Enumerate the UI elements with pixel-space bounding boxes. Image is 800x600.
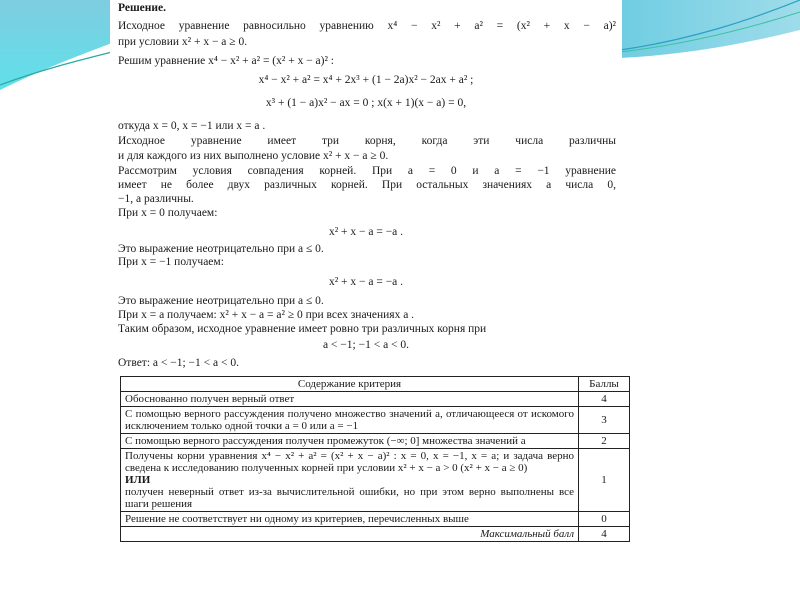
- table-row: [121, 392, 630, 407]
- table-row: [121, 449, 630, 512]
- criterion-or-label: ИЛИ: [125, 474, 151, 486]
- criterion-text: С помощью верного рассуждения получен промежуток (−∞; 0] множества значений a: [121, 434, 579, 449]
- equation-line: x⁴ − x² + a² = x⁴ + 2x³ + (1 − 2a)x² − 2ax + a² ;: [258, 74, 474, 86]
- table-row: [121, 434, 630, 449]
- max-score-label: Максимальный балл: [121, 527, 579, 542]
- criterion-score: 0: [579, 512, 630, 527]
- criterion-text-block: [121, 449, 579, 512]
- solution-line: Решим уравнение x⁴ − x² + a² = (x² + x − a)² :: [118, 55, 335, 67]
- answer-line: Ответ: a < −1; −1 < a < 0.: [118, 357, 239, 369]
- header-score: Баллы: [579, 377, 630, 392]
- solution-line: и для каждого из них выполнено условие x² + x − a ≥ 0.: [118, 150, 389, 162]
- table-row: [121, 512, 630, 527]
- solution-line: откуда x = 0, x = −1 или x = a .: [118, 120, 266, 132]
- criterion-score: 4: [579, 392, 630, 407]
- table-row: [121, 407, 630, 434]
- equation-line: a < −1; −1 < a < 0.: [322, 339, 410, 351]
- table-header-row: [121, 377, 630, 392]
- criterion-score: 3: [579, 407, 630, 434]
- solution-heading: Решение.: [118, 2, 167, 14]
- solution-line: Это выражение неотрицательно при a ≤ 0.: [118, 243, 324, 255]
- solution-line: имеет не более двух различных корней. При остальных значениях a числа 0,: [118, 179, 616, 191]
- solution-line: Исходное уравнение равносильно уравнению x⁴ − x² + a² = (x² + x − a)²: [118, 20, 616, 32]
- solution-line: При x = −1 получаем:: [118, 256, 224, 268]
- criterion-text-alt: получен неверный ответ из-за вычислительной ошибки, но при этом верно выполнены все шаги решения: [125, 486, 574, 510]
- solution-line: при условии x² + x − a ≥ 0.: [118, 36, 248, 48]
- criterion-score: 2: [579, 434, 630, 449]
- equation-line: x³ + (1 − a)x² − ax = 0 ; x(x + 1)(x − a) = 0,: [265, 97, 467, 109]
- solution-line: При x = 0 получаем:: [118, 207, 218, 219]
- solution-line: Таким образом, исходное уравнение имеет ровно три различных корня при: [118, 323, 487, 335]
- criterion-score: 1: [579, 449, 630, 512]
- criterion-text: С помощью верного рассуждения получено множество значений a, отличающееся от искомого исключением только одной точки a = 0 или a = −1: [121, 407, 579, 434]
- criterion-text: Получены корни уравнения x⁴ − x² + a² = (x² + x − a)² : x = 0, x = −1, x = a; и задача верно сведена к исследованию полученных корней при условии x² + x − a > 0 (x² + x − a ≥ 0): [125, 450, 574, 474]
- solution-line: Рассмотрим условия совпадения корней. При a = 0 и a = −1 уравнение: [118, 165, 616, 177]
- equation-line: x² + x − a = −a .: [328, 226, 404, 238]
- equation-line: x² + x − a = −a .: [328, 276, 404, 288]
- max-score-value: 4: [579, 527, 630, 542]
- solution-line: При x = a получаем: x² + x − a = a² ≥ 0 при всех значениях a .: [118, 309, 415, 321]
- criterion-text: Обоснованно получен верный ответ: [121, 392, 579, 407]
- solution-line: Это выражение неотрицательно при a ≤ 0.: [118, 295, 324, 307]
- header-criterion: Содержание критерия: [121, 377, 579, 392]
- solution-line: −1, a различны.: [118, 193, 194, 205]
- max-score-row: [121, 527, 630, 542]
- solution-line: Исходное уравнение имеет три корня, когда эти числа различны: [118, 135, 616, 147]
- criterion-text: Решение не соответствует ни одному из критериев, перечисленных выше: [121, 512, 579, 527]
- criteria-table: [120, 376, 630, 542]
- scanned-solution-page: [110, 0, 622, 600]
